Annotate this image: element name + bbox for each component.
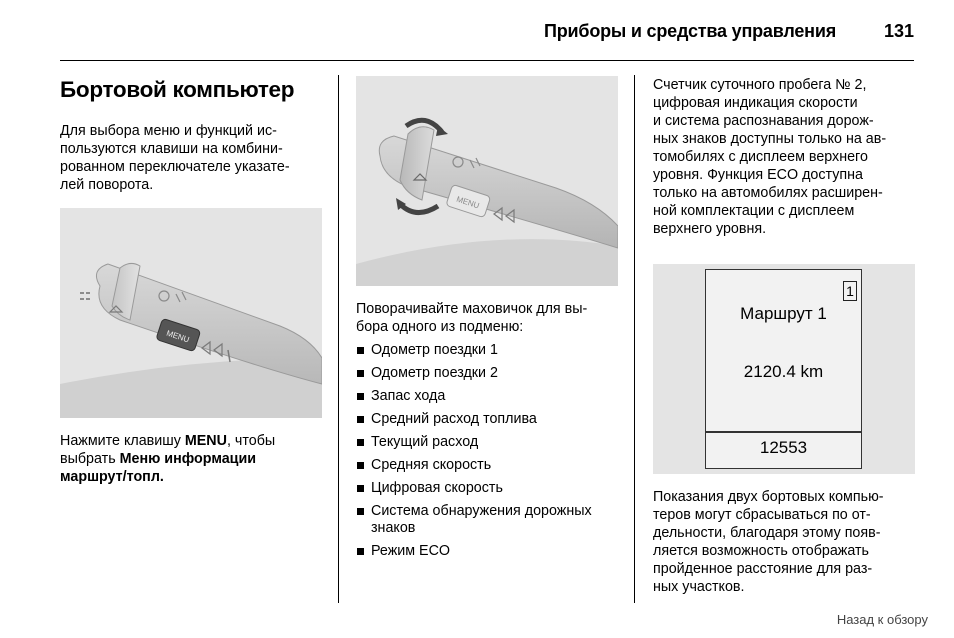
list-item-text: Одометр поездки 2 — [371, 365, 498, 381]
list-item — [356, 388, 621, 405]
list-item — [356, 503, 621, 537]
menu-button-label-1: MENU — [165, 328, 191, 345]
reset-note: Показания двух бортовых компью- теров могут сбрасываться по от- дельности, благодаря этому появ- ляется возможность отображать пройденное расстояние для раз- ных участков. — [653, 489, 884, 595]
menu-name: Меню информации маршрут/топл. — [60, 451, 257, 485]
list-item — [356, 365, 621, 382]
menu-instruction-middle: , чтобы выбрать — [60, 433, 276, 467]
bullet — [357, 548, 364, 555]
bullet — [357, 347, 364, 354]
trip-computer-display-illustration — [653, 264, 915, 474]
list-item — [356, 480, 621, 497]
list-item-text: Текущий расход — [371, 434, 479, 450]
column-3 — [653, 76, 915, 596]
bullet — [357, 416, 364, 423]
display-screen — [705, 269, 862, 469]
page-number: 131 — [883, 21, 914, 41]
list-item — [356, 457, 621, 474]
odometer-value: 12553 — [759, 438, 808, 457]
bullet — [357, 508, 364, 515]
route-label: Маршрут 1 — [740, 304, 827, 323]
availability-note: Счетчик суточного пробега № 2, цифровая индикация скорости и система распознавания дорож- ных знаков доступны только на ав- томобилях с дисплеем верхнего уровня. Функция ECO доступна только на автомобилях расширен- ной комплектации с дисплеем верхнего уровня. — [653, 77, 887, 237]
column-divider-right — [634, 75, 635, 603]
header-divider — [60, 60, 914, 61]
stalk-illustration-menu — [60, 208, 322, 418]
header-title: Приборы и средства управления — [544, 21, 836, 41]
menu-instruction-prefix: Нажмите клавишу — [60, 433, 185, 449]
list-item-text: Одометр поездки 1 — [371, 342, 498, 358]
bullet — [357, 439, 364, 446]
list-item — [356, 411, 621, 428]
screen-divider — [706, 431, 861, 433]
bullet — [357, 462, 364, 469]
list-item-text: Средний расход топлива — [371, 411, 537, 427]
list-item — [356, 434, 621, 451]
column-divider-left — [338, 75, 339, 603]
list-item — [356, 342, 621, 359]
submenu-list — [356, 342, 621, 560]
menu-button-label-2: MENU — [455, 194, 481, 211]
section-title: Бортовой компьютер — [60, 77, 295, 102]
stalk-illustration-thumbwheel — [356, 76, 618, 286]
column-2 — [356, 76, 621, 566]
bullet — [357, 370, 364, 377]
bullet — [357, 393, 364, 400]
list-item-text: Система обнаружения дорожных знаков — [371, 503, 592, 536]
trip-distance: 2120.4 km — [743, 362, 824, 381]
menu-key-name: MENU — [184, 433, 227, 449]
list-item — [356, 543, 621, 560]
back-to-overview-link[interactable]: Назад к обзору — [836, 612, 928, 627]
bullet — [357, 485, 364, 492]
list-item-text: Средняя скорость — [371, 457, 492, 473]
column-1 — [60, 76, 325, 486]
menu-instruction — [60, 432, 325, 486]
intro-paragraph: Для выбора меню и функций ис- пользуются клавиши на комбини- рованном переключателе указате- лей поворота. — [60, 123, 290, 193]
list-item-text: Цифровая скорость — [371, 480, 503, 496]
trip-number-badge: 1 — [843, 281, 857, 301]
list-item-text: Режим ECO — [371, 543, 451, 559]
thumbwheel-instruction: Поворачивайте маховичок для вы- бора одного из подменю: — [356, 301, 588, 335]
list-item-text: Запас хода — [371, 388, 446, 404]
